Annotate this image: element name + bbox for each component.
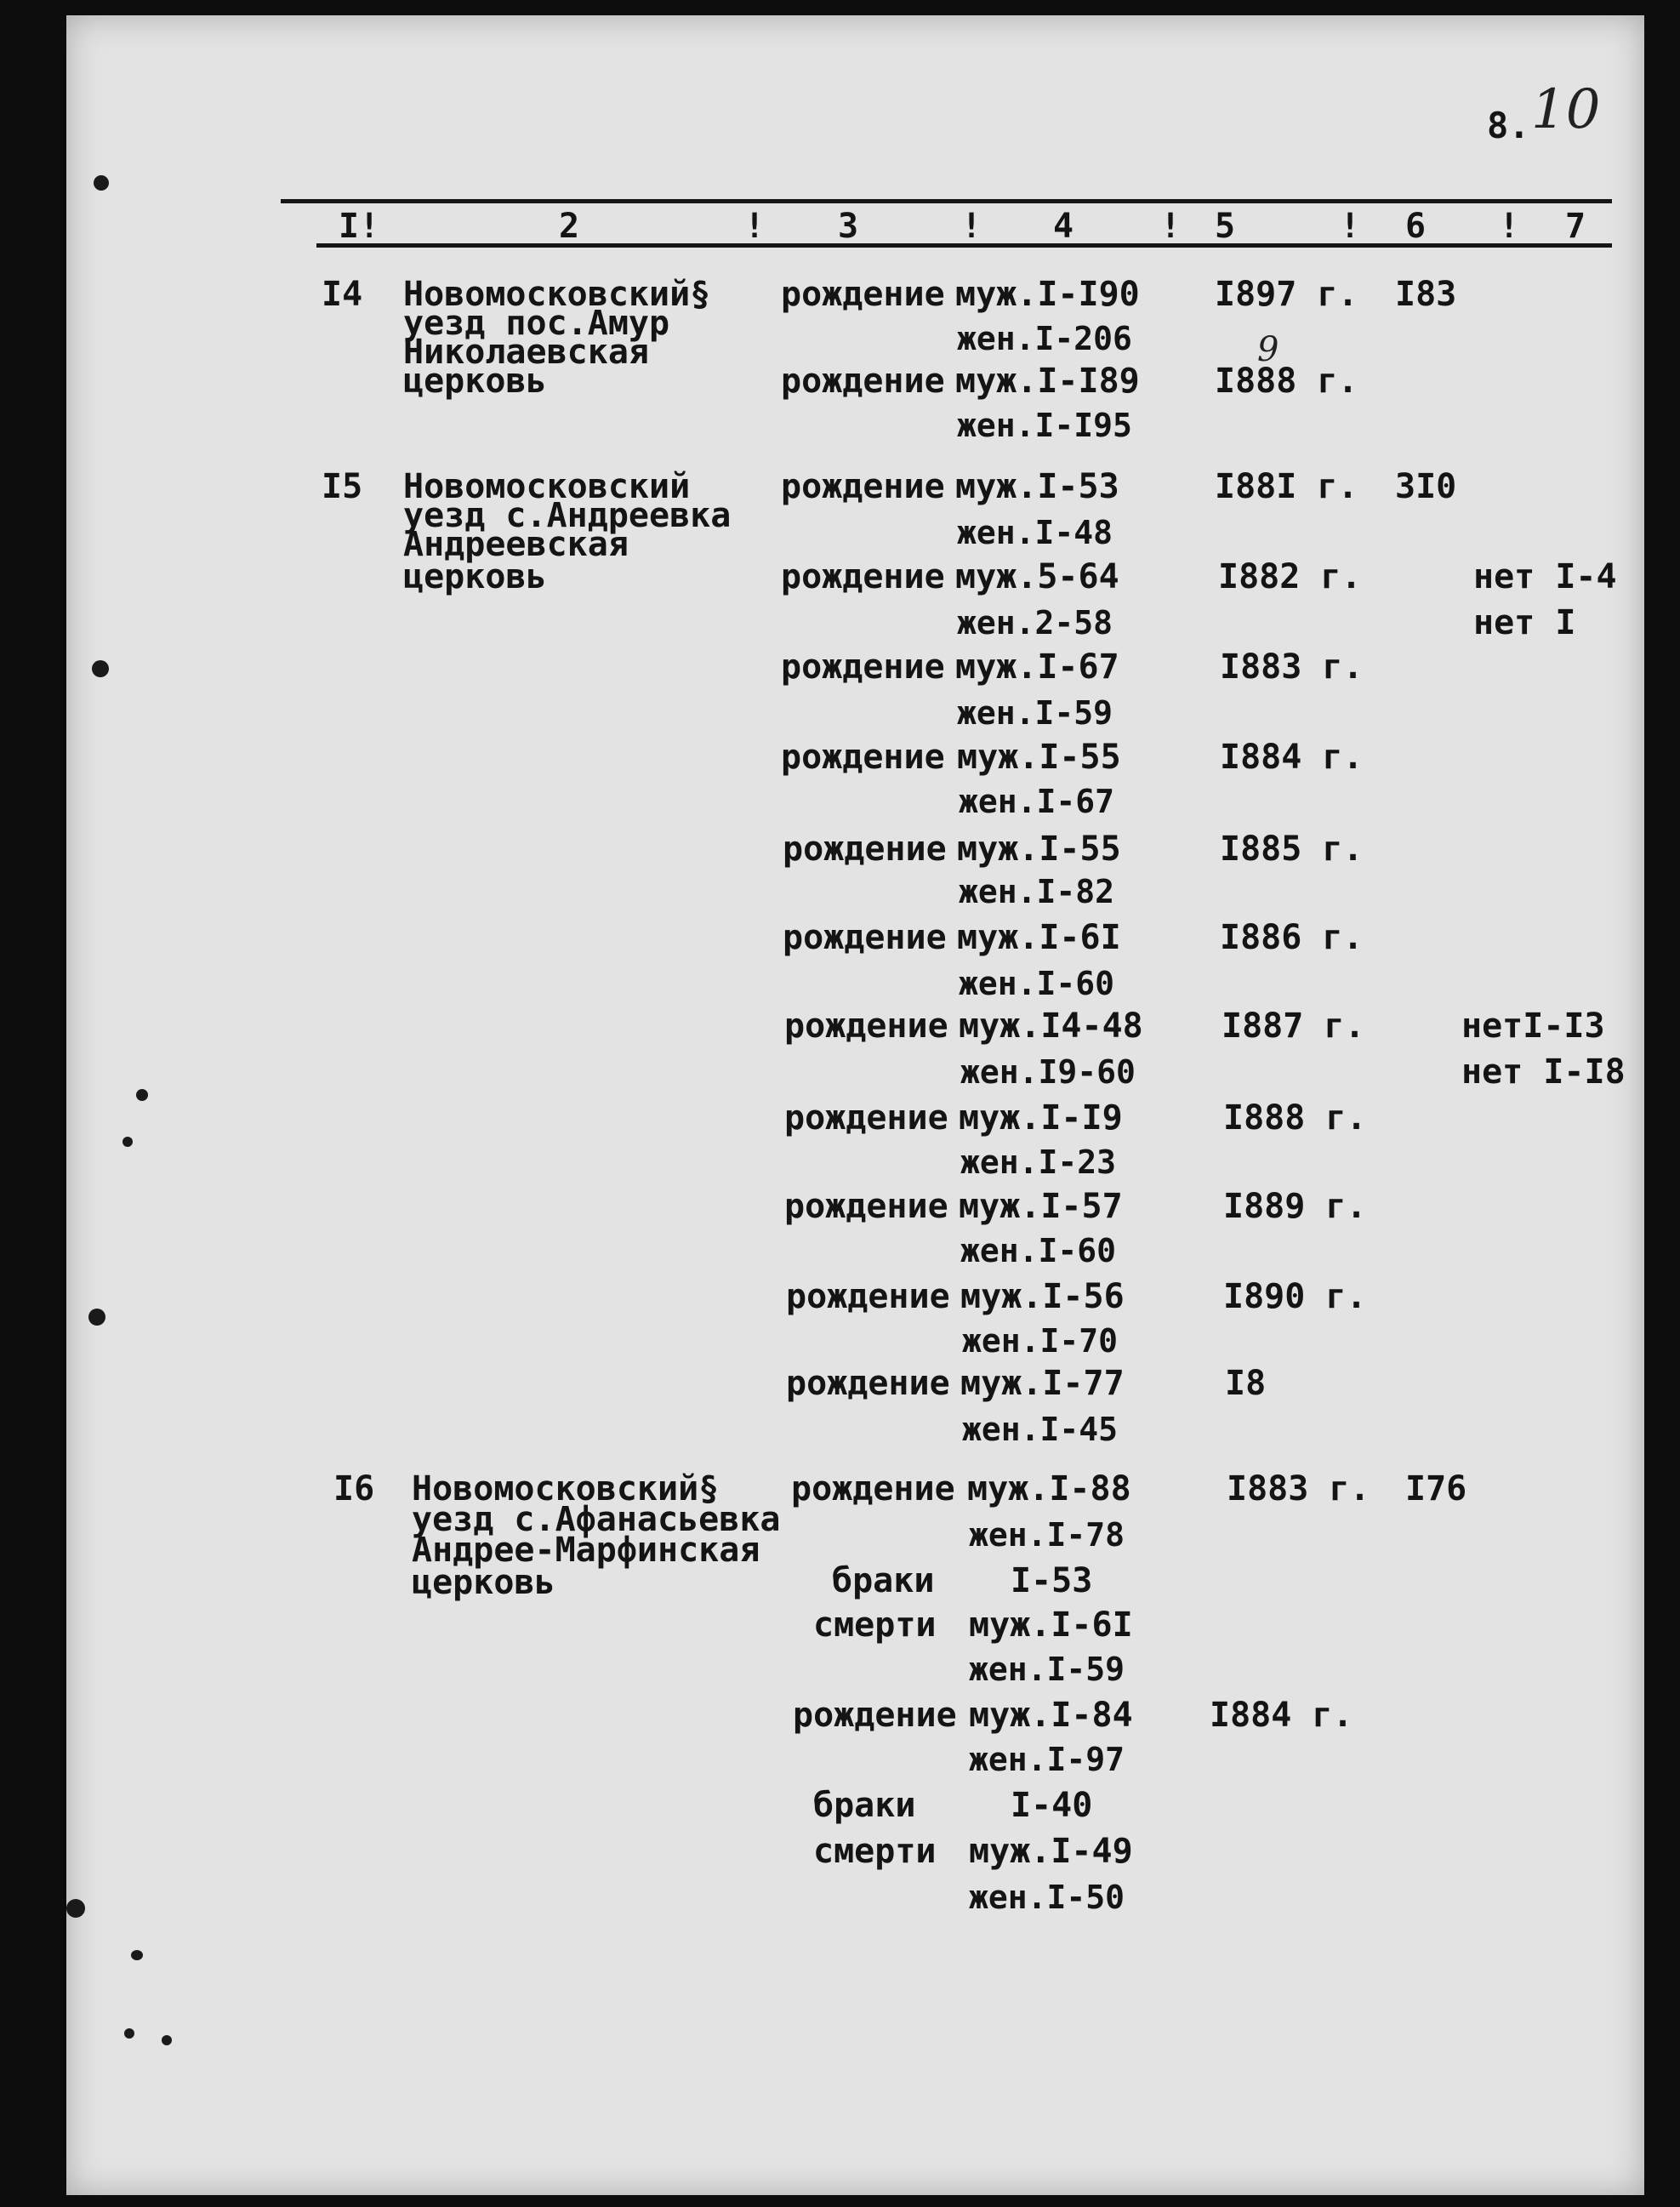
entry-place-line: уезд с.Андреевка xyxy=(403,496,732,535)
record-detail: муж.I-88 xyxy=(967,1469,1131,1508)
record-detail: муж.5-64 xyxy=(955,557,1119,596)
record-kind: рождение xyxy=(781,362,945,401)
record-detail: жен.I-59 xyxy=(957,694,1113,732)
record-kind: рождение xyxy=(786,1364,950,1403)
record-kind: рождение xyxy=(781,647,945,687)
entry-number: I4 xyxy=(322,275,363,314)
entry-place-line: церковь xyxy=(403,557,547,596)
record-detail: жен.I-59 xyxy=(969,1651,1125,1688)
record-year: I888 г. xyxy=(1223,1098,1367,1138)
header-sep-3: ! xyxy=(1160,207,1182,246)
header-col-2: 2 xyxy=(559,207,580,246)
record-note: нет I xyxy=(1473,603,1576,642)
record-kind: рождение xyxy=(784,1098,948,1138)
record-year: I888 г. xyxy=(1215,362,1358,401)
record-kind: рождение xyxy=(786,1277,950,1316)
entry-place-line: Новомосковский xyxy=(403,467,691,506)
record-year: I88I г. xyxy=(1215,467,1358,506)
record-year: I884 г. xyxy=(1210,1696,1353,1735)
record-detail: муж.I-6I xyxy=(969,1605,1133,1645)
record-detail: жен.I-97 xyxy=(969,1741,1125,1778)
header-col-5: 5 xyxy=(1215,207,1236,246)
record-detail: жен.I-70 xyxy=(962,1322,1119,1360)
punch-hole xyxy=(162,2035,172,2045)
record-kind: смерти xyxy=(813,1605,937,1645)
header-sep-2: ! xyxy=(961,207,982,246)
record-detail: муж.I-49 xyxy=(969,1832,1133,1871)
record-year: I882 г. xyxy=(1218,557,1362,596)
record-detail: муж.I-77 xyxy=(960,1364,1125,1403)
page-number: 8. xyxy=(1487,105,1530,146)
record-kind: рождение xyxy=(784,1007,948,1046)
record-detail: муж.I-56 xyxy=(960,1277,1125,1316)
record-year: I887 г. xyxy=(1222,1007,1365,1046)
record-year: I8 xyxy=(1225,1364,1267,1403)
punch-hole xyxy=(92,660,109,677)
record-detail: муж.I-I9 xyxy=(959,1098,1123,1138)
record-detail: жен.I-206 xyxy=(957,320,1132,357)
record-kind: браки xyxy=(832,1561,935,1600)
record-detail: жен.2-58 xyxy=(957,604,1113,642)
record-detail: жен.I-I95 xyxy=(957,407,1132,444)
record-note: нет I-I8 xyxy=(1461,1052,1626,1092)
punch-hole xyxy=(122,1137,133,1147)
entry-place-line: Новомосковский§ xyxy=(412,1469,720,1508)
header-rule-top xyxy=(281,199,1612,203)
record-kind: рождение xyxy=(781,275,945,314)
record-kind: рождение xyxy=(783,918,947,957)
entry-col6: 3I0 xyxy=(1395,467,1457,506)
record-kind: рождение xyxy=(784,1187,948,1226)
entry-col6: I83 xyxy=(1395,275,1457,314)
record-kind: рождение xyxy=(793,1696,957,1735)
record-detail: жен.I9-60 xyxy=(960,1053,1136,1091)
record-year: I897 г. xyxy=(1215,275,1358,314)
entry-place-line: церковь xyxy=(412,1563,555,1602)
entry-place-line: церковь xyxy=(403,362,547,401)
entry-col6: I76 xyxy=(1405,1469,1467,1508)
page-number-handwritten: 10 xyxy=(1531,78,1601,141)
record-kind: рождение xyxy=(791,1469,955,1508)
record-year: I889 г. xyxy=(1223,1187,1367,1226)
record-kind: рождение xyxy=(781,467,945,506)
punch-hole xyxy=(136,1089,148,1101)
entry-place-line: Андреевская xyxy=(403,525,629,564)
punch-hole xyxy=(66,1899,85,1918)
handwritten-correction: 9 xyxy=(1257,330,1279,369)
header-sep-4: ! xyxy=(1340,207,1361,246)
record-detail: муж.I-53 xyxy=(955,467,1119,506)
record-detail: жен.I-82 xyxy=(959,873,1115,910)
record-detail: муж.I4-48 xyxy=(959,1007,1143,1046)
punch-hole xyxy=(131,1950,143,1960)
record-detail: жен.I-45 xyxy=(962,1411,1119,1448)
entry-number: I6 xyxy=(333,1469,375,1508)
record-detail: муж.I-I90 xyxy=(955,275,1140,314)
record-detail: жен.I-60 xyxy=(960,1232,1117,1269)
header-col-7: 7 xyxy=(1565,207,1586,246)
record-kind: рождение xyxy=(781,557,945,596)
entry-place-line: уезд пос.Амур xyxy=(403,304,670,343)
punch-hole xyxy=(94,175,109,191)
record-detail: жен.I-48 xyxy=(957,514,1113,551)
record-detail: жен.I-67 xyxy=(959,783,1115,820)
record-year: I886 г. xyxy=(1220,918,1364,957)
record-detail: жен.I-60 xyxy=(959,965,1115,1002)
record-year: I883 г. xyxy=(1227,1469,1370,1508)
header-col-6: 6 xyxy=(1405,207,1427,246)
header-col-3: 3 xyxy=(838,207,859,246)
header-sep-5: ! xyxy=(1499,207,1520,246)
record-detail: муж.I-57 xyxy=(959,1187,1123,1226)
record-kind: рождение xyxy=(781,738,945,777)
record-detail: муж.I-84 xyxy=(969,1696,1133,1735)
record-detail: муж.I-55 xyxy=(957,738,1121,777)
entry-number: I5 xyxy=(322,467,363,506)
punch-hole xyxy=(88,1309,105,1326)
record-kind: браки xyxy=(813,1786,916,1825)
entry-place-line: Андрее-Марфинская xyxy=(412,1531,760,1570)
punch-hole xyxy=(124,2028,134,2039)
record-detail: I-53 xyxy=(1011,1561,1093,1600)
record-kind: рождение xyxy=(783,830,947,869)
record-year: I884 г. xyxy=(1220,738,1364,777)
record-detail: муж.I-6I xyxy=(957,918,1121,957)
header-col-1: I! xyxy=(339,207,380,246)
record-note: нет I-4 xyxy=(1473,557,1617,596)
record-year: I885 г. xyxy=(1220,830,1364,869)
record-detail: муж.I-55 xyxy=(957,830,1121,869)
entry-place-line: Новомосковский§ xyxy=(403,275,711,314)
header-col-4: 4 xyxy=(1053,207,1074,246)
record-detail: жен.I-23 xyxy=(960,1143,1117,1181)
record-year: I890 г. xyxy=(1223,1277,1367,1316)
record-detail: муж.I-67 xyxy=(955,647,1119,687)
entry-place-line: Николаевская xyxy=(403,333,649,372)
record-kind: смерти xyxy=(813,1832,937,1871)
record-detail: жен.I-50 xyxy=(969,1879,1125,1916)
record-detail: жен.I-78 xyxy=(969,1516,1125,1554)
record-detail: I-40 xyxy=(1011,1786,1093,1825)
record-year: I883 г. xyxy=(1220,647,1364,687)
record-detail: муж.I-I89 xyxy=(955,362,1140,401)
header-sep-1: ! xyxy=(744,207,766,246)
record-note: нетI-I3 xyxy=(1461,1007,1605,1046)
entry-place-line: уезд с.Афанасьевка xyxy=(412,1500,781,1539)
